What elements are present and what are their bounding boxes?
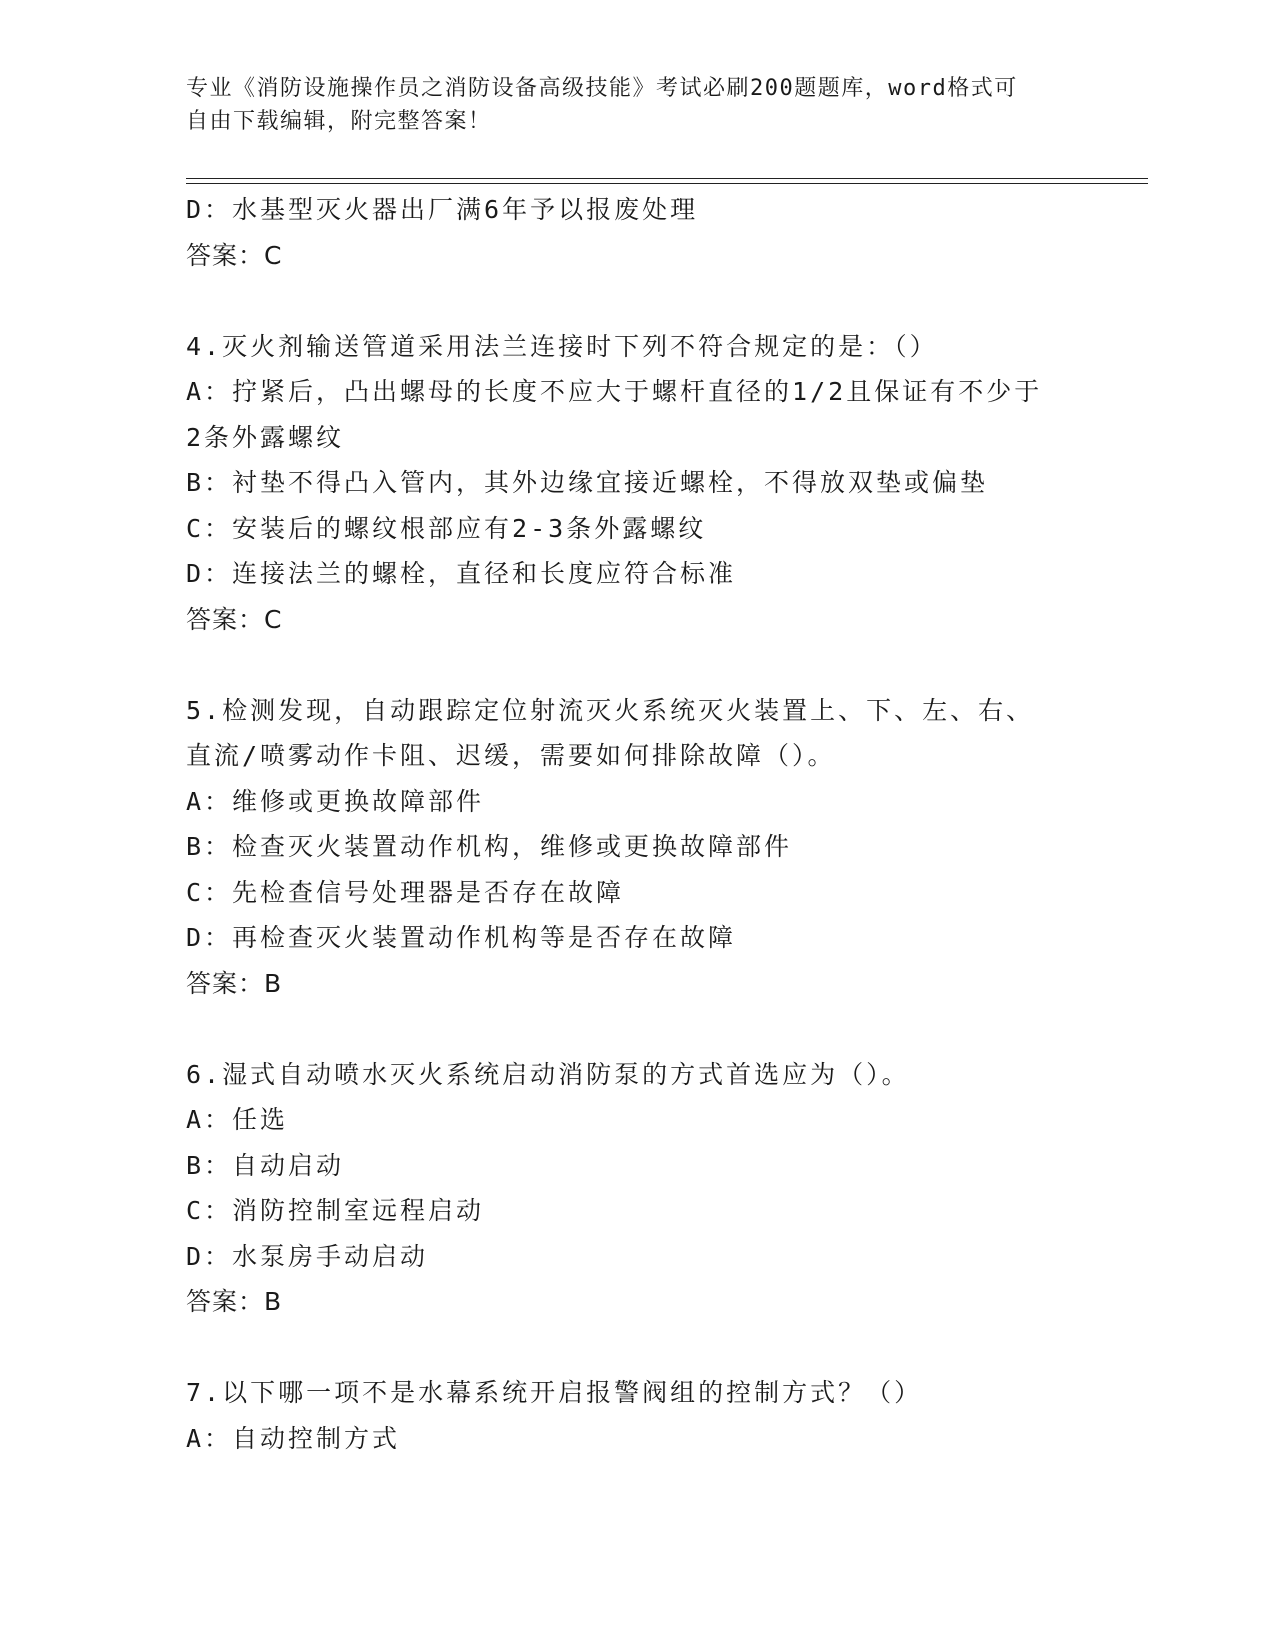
question-list xyxy=(186,187,1086,1461)
option-a: A：自动控制方式 xyxy=(186,1423,401,1453)
answer: 答案：B xyxy=(186,1287,283,1316)
option-b: B：自动启动 xyxy=(186,1150,345,1180)
option-c: C：安装后的螺纹根部应有2-3条外露螺纹 xyxy=(186,513,707,543)
document-header xyxy=(186,72,1086,138)
option-b: B：衬垫不得凸入管内，其外边缘宜接近螺栓，不得放双垫或偏垫 xyxy=(186,468,989,497)
question-text: 5.检测发现，自动跟踪定位射流灭火系统灭火装置上、下、左、右、 xyxy=(186,695,1035,725)
question-6 xyxy=(186,1052,1086,1325)
spacer xyxy=(186,1325,1086,1371)
answer: 答案：B xyxy=(186,968,283,998)
header-line-1: 专业《消防设施操作员之消防设备高级技能》考试必刷200题题库，word格式可 xyxy=(186,76,1018,101)
option-a-continued: 2条外露螺纹 xyxy=(186,422,345,452)
question-4 xyxy=(186,324,1086,643)
spacer xyxy=(186,278,1086,324)
option-d: D：水泵房手动启动 xyxy=(186,1241,429,1271)
option-a: A：任选 xyxy=(186,1105,289,1134)
question-text-continued: 直流/喷雾动作卡阻、迟缓，需要如何排除故障（）。 xyxy=(186,741,836,770)
option-d: D：水基型灭火器出厂满6年予以报废处理 xyxy=(186,195,699,224)
option-c: C：消防控制室远程启动 xyxy=(186,1196,485,1225)
option-c: C：先检查信号处理器是否存在故障 xyxy=(186,877,625,907)
question-text: 7.以下哪一项不是水幕系统开启报警阀组的控制方式？（） xyxy=(186,1378,923,1407)
option-a: A：拧紧后，凸出螺母的长度不应大于螺杆直径的1/2且保证有不少于 xyxy=(186,377,1043,406)
question-3 xyxy=(186,187,1086,278)
option-d: D：再检查灭火装置动作机构等是否存在故障 xyxy=(186,923,737,952)
question-5 xyxy=(186,688,1086,1007)
question-7 xyxy=(186,1370,1086,1461)
spacer xyxy=(186,642,1086,688)
answer: 答案：C xyxy=(186,604,283,634)
header-divider-top xyxy=(186,178,1148,179)
header-line-2: 自由下载编辑，附完整答案！ xyxy=(186,109,492,134)
option-b: B：检查灭火装置动作机构，维修或更换故障部件 xyxy=(186,832,793,861)
answer: 答案：C xyxy=(186,240,283,270)
spacer xyxy=(186,1006,1086,1052)
question-text: 6.湿式自动喷水灭火系统启动消防泵的方式首选应为（）。 xyxy=(186,1059,910,1089)
option-a: A：维修或更换故障部件 xyxy=(186,786,485,816)
question-text: 4.灭火剂输送管道采用法兰连接时下列不符合规定的是：（） xyxy=(186,331,938,361)
header-divider-bottom xyxy=(186,183,1148,184)
option-d: D：连接法兰的螺栓，直径和长度应符合标准 xyxy=(186,559,737,588)
